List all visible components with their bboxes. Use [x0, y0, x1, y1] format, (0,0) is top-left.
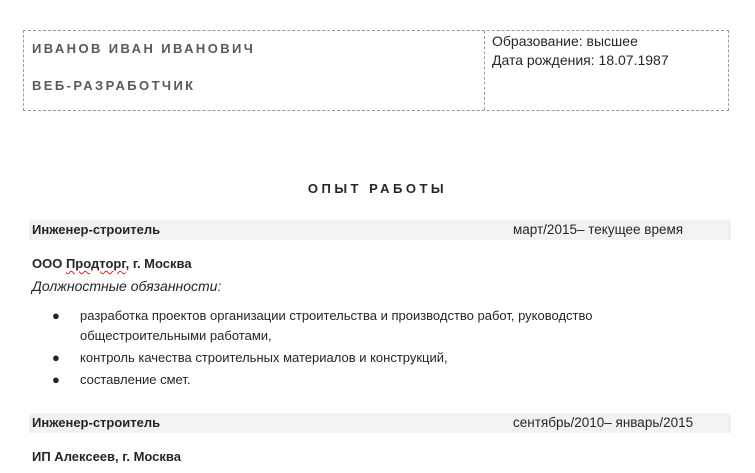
duty-text: составление смет.: [80, 372, 191, 387]
list-item: [52, 370, 652, 390]
bullet-icon: ●: [52, 350, 60, 365]
birth-date-info: Дата рождения: 18.07.1987: [492, 52, 669, 68]
company-suffix: , г. Москва: [125, 256, 192, 271]
header-box: [23, 30, 729, 111]
job-header-2: [29, 413, 731, 433]
company-name: [32, 256, 192, 271]
section-title: ОПЫТ РАБОТЫ: [307, 181, 448, 196]
job-period: сентябрь/2010– январь/2015: [513, 415, 694, 430]
job-header-1: [29, 220, 731, 240]
job-period: март/2015– текущее время: [513, 222, 684, 237]
duties-list: [52, 306, 652, 392]
education-info: Образование: высшее: [492, 33, 638, 49]
job-title: Инженер-строитель: [32, 222, 161, 237]
candidate-position: ВЕБ-РАЗРАБОТЧИК: [32, 78, 196, 93]
company-name-spellcheck[interactable]: Продторг: [65, 256, 126, 271]
duty-text: разработка проектов организации строительства и производство работ, руководство общестроительными работами,: [80, 308, 593, 343]
list-item: [52, 348, 652, 368]
duties-label: Должностные обязанности:: [32, 278, 222, 294]
job-title: Инженер-строитель: [32, 415, 161, 430]
candidate-name: ИВАНОВ ИВАН ИВАНОВИЧ: [32, 41, 256, 56]
bullet-icon: ●: [52, 372, 60, 387]
list-item: [52, 306, 652, 346]
company-name: ИП Алексеев, г. Москва: [32, 449, 181, 464]
duty-text: контроль качества строительных материалов и конструкций,: [80, 350, 448, 365]
company-prefix: ООО: [32, 256, 66, 271]
header-divider: [484, 31, 485, 110]
bullet-icon: ●: [52, 308, 60, 323]
